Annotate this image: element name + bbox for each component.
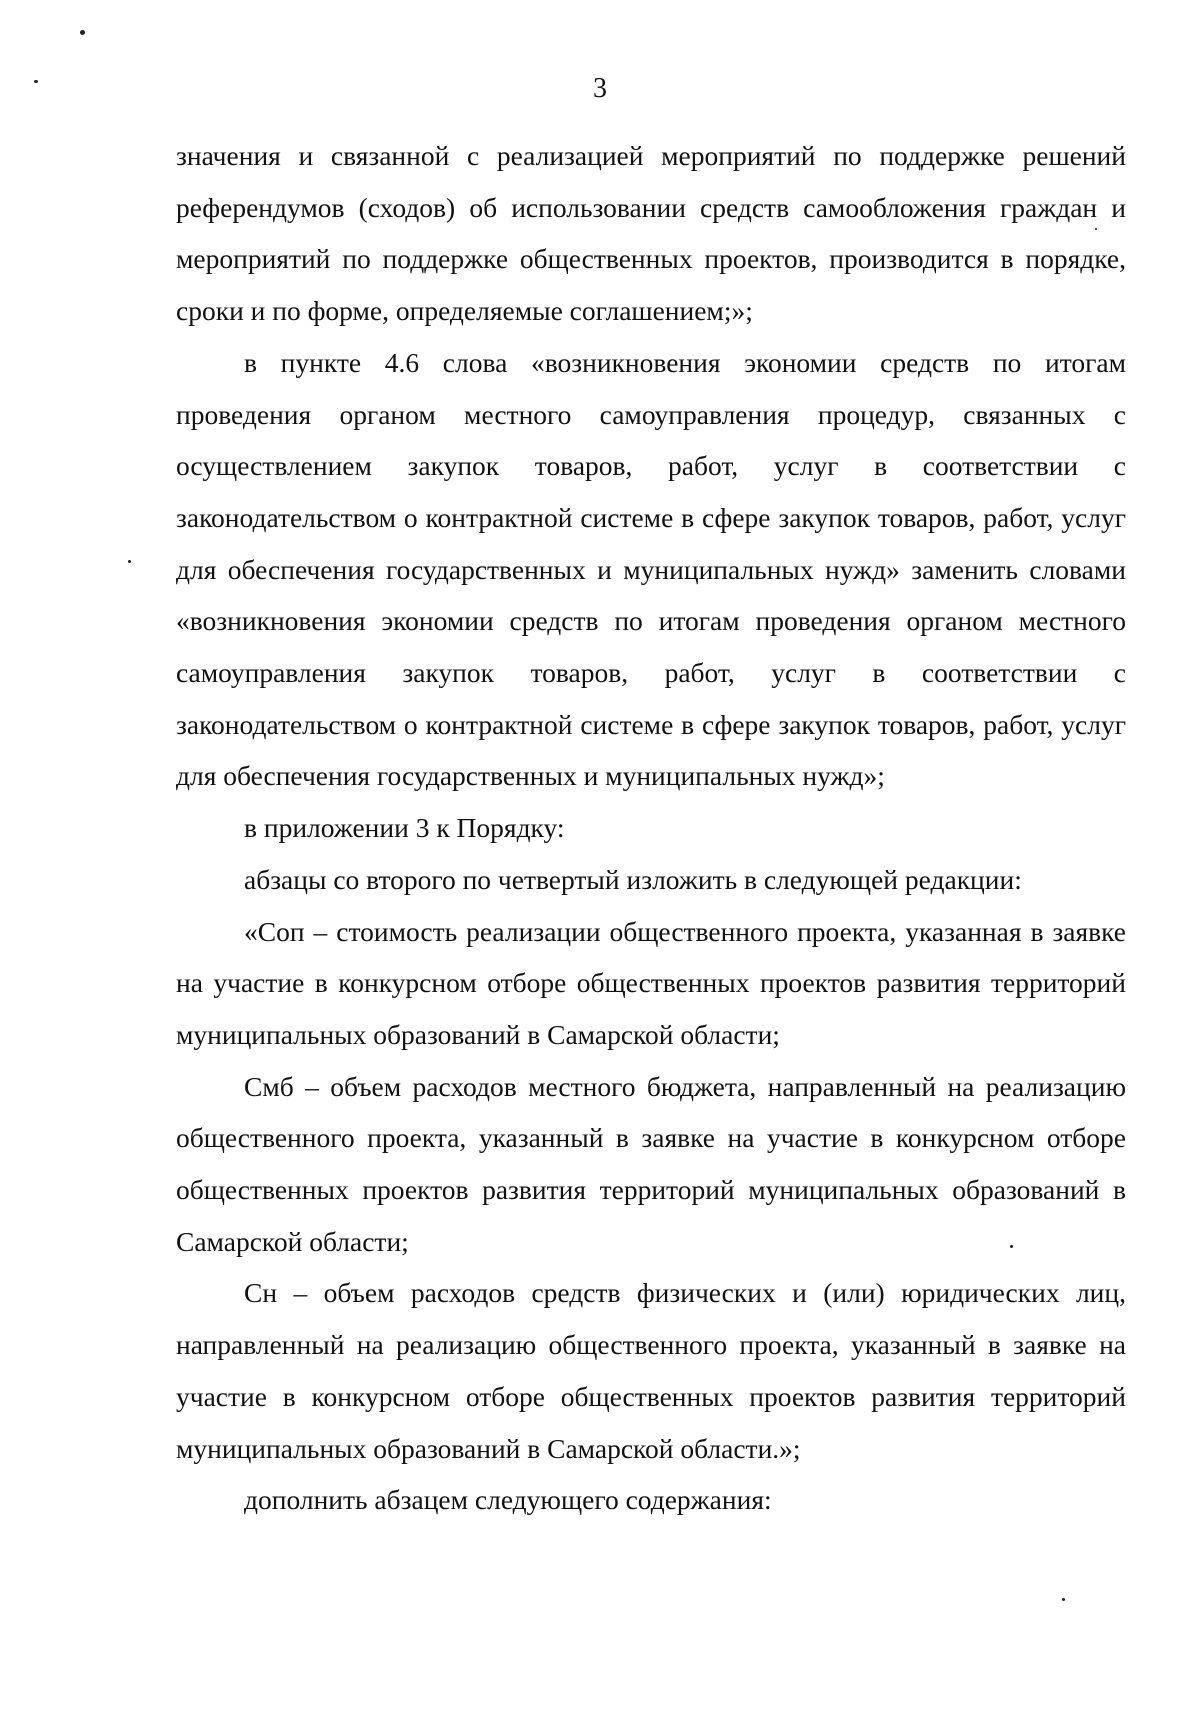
page-number: 3 bbox=[593, 73, 607, 104]
paragraph-7: Сн – объем расходов средств физических и (или) юридических лиц, направленный на реализацию общественного проекта, указанный в заявке на участие в конкурсном отборе общественных проектов развития территорий муниципальных образований в Самарской области.»; bbox=[176, 1277, 1126, 1464]
scan-speck bbox=[1010, 1245, 1013, 1248]
paragraph-2: в пункте 4.6 слова «возникновения экономии средств по итогам проведения органом местного самоуправления процедур, связанных с осуществлением закупок товаров, работ, услуг в соответствии с законодательством о контрактной системе в сфере закупок товаров, работ, услуг для обеспечения государственных и муниципальных нужд» заменить словами «возникновения экономии средств по итогам проведения органом местного самоуправления закупок товаров, работ, услуг в соответствии с законодательством о контрактной системе в сфере закупок товаров, работ, услуг для обеспечения государственных и муниципальных нужд»; bbox=[176, 346, 1126, 792]
scan-speck bbox=[80, 30, 85, 35]
scan-speck bbox=[34, 80, 38, 83]
document-body bbox=[176, 130, 1126, 1526]
paragraph-1: значения и связанной с реализацией мероприятий по поддержке решений референдумов (сходов) об использовании средств самообложения граждан и мероприятий по поддержке общественных проектов, производится в порядке, сроки и по форме, определяемые соглашением;»; bbox=[176, 140, 1126, 327]
scan-speck bbox=[1095, 228, 1097, 230]
paragraph-6: Смб – объем расходов местного бюджета, направленный на реализацию общественного проекта, указанный в заявке на участие в конкурсном отборе общественных проектов развития территорий муниципальных образований в Самарской области; bbox=[176, 1070, 1126, 1257]
paragraph-8: дополнить абзацем следующего содержания: bbox=[244, 1484, 772, 1516]
scan-speck bbox=[128, 560, 131, 563]
paragraph-4: абзацы со второго по четвертый изложить в следующей редакции: bbox=[244, 863, 1022, 895]
paragraph-5: «Соп – стоимость реализации общественного проекта, указанная в заявке на участие в конкурсном отборе общественных проектов развития территорий муниципальных образований в Самарской области; bbox=[176, 915, 1126, 1050]
scan-speck bbox=[1062, 1598, 1065, 1601]
paragraph-3: в приложении 3 к Порядку: bbox=[244, 812, 565, 844]
